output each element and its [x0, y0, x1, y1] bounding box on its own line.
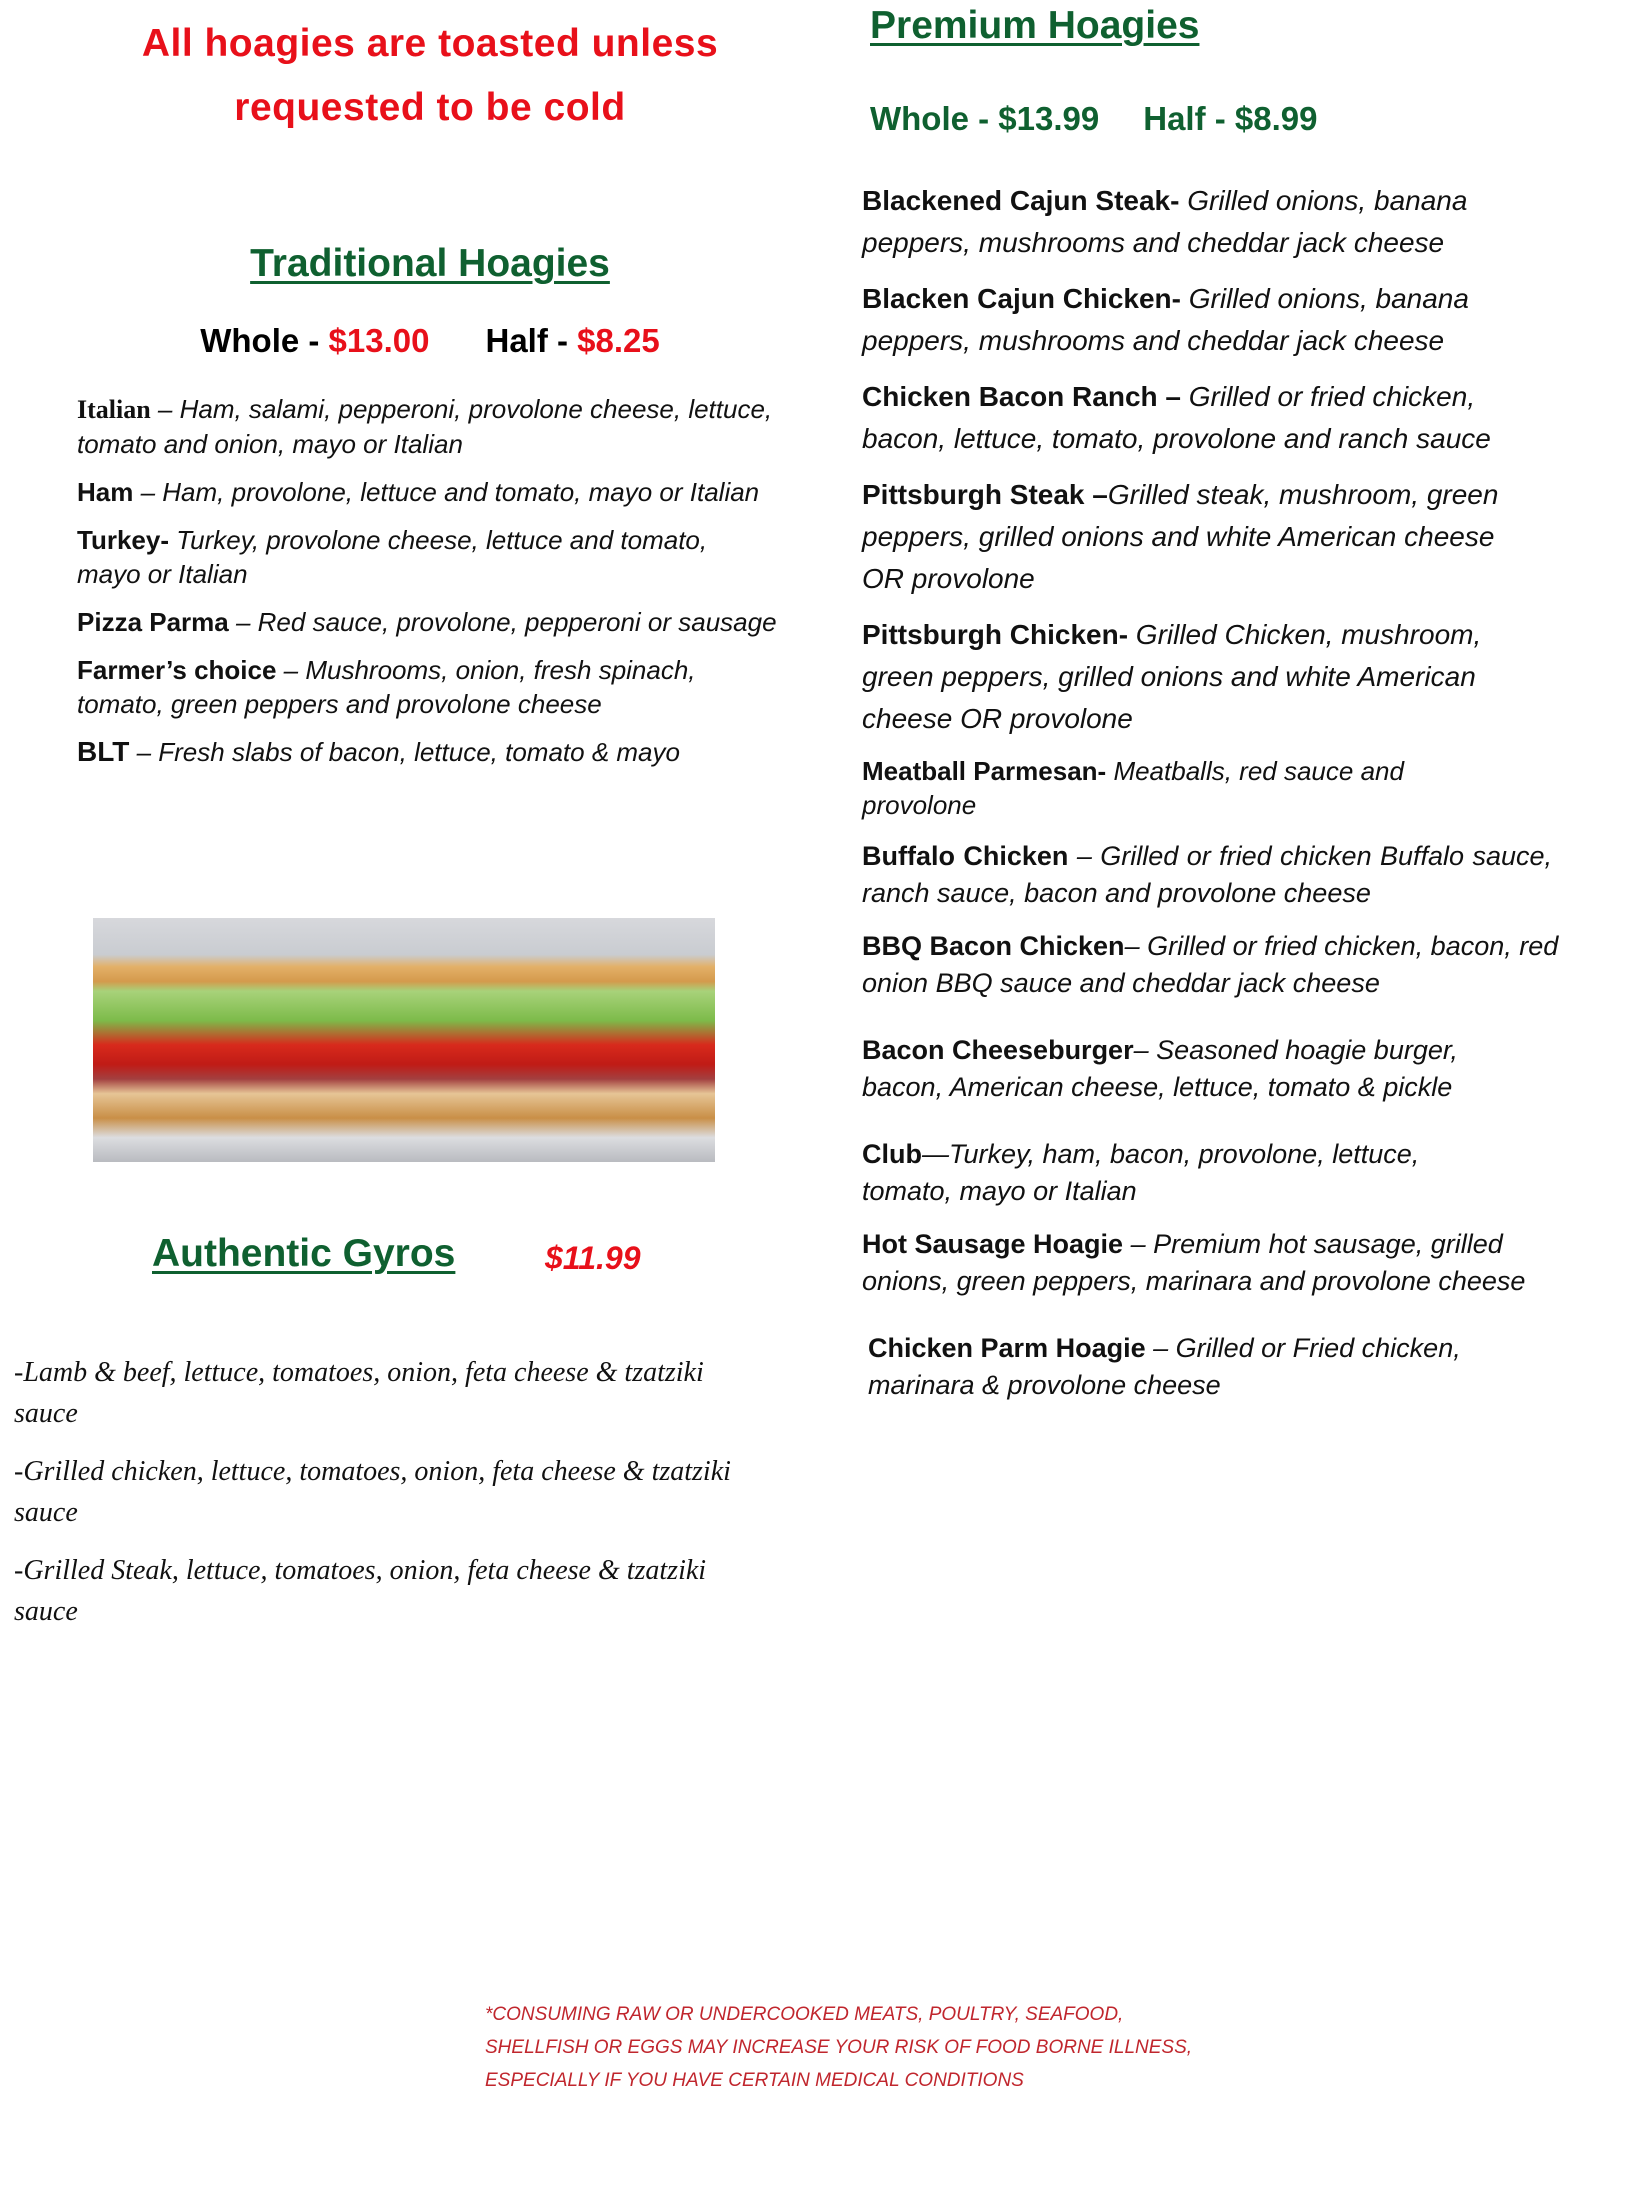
item-desc: – Seasoned hoagie burger, bacon, American cheese, lettuce, tomato & pickle — [862, 1035, 1458, 1102]
gyros-price: $11.99 — [545, 1240, 641, 1276]
premium-half-price: Half - $8.99 — [1143, 100, 1318, 137]
item-name: Pittsburgh Steak – — [862, 479, 1108, 510]
premium-items-list — [862, 180, 1562, 1434]
item-desc: – Grilled or fried chicken Buffalo sauce, ranch sauce, bacon and provolone cheese — [862, 841, 1553, 908]
item-name: Buffalo Chicken — [862, 841, 1069, 871]
gyros-list — [14, 1352, 734, 1649]
item-name: Turkey- — [77, 525, 169, 555]
item-name: Blackened Cajun Steak- — [862, 185, 1180, 216]
premium-hoagies-title: Premium Hoagies — [870, 4, 1200, 47]
item-desc: —Turkey, ham, bacon, provolone, lettuce, tomato, mayo or Italian — [862, 1139, 1420, 1206]
item-desc: – Mushrooms, onion, fresh spinach, tomato, green peppers and provolone cheese — [77, 655, 696, 719]
item-name: BLT — [77, 736, 130, 767]
item-name: Chicken Bacon Ranch – — [862, 381, 1189, 412]
half-label: Half - — [485, 322, 578, 359]
item-name: Italian — [77, 395, 151, 424]
food-safety-disclaimer — [485, 1998, 1192, 2097]
menu-item — [862, 474, 1502, 600]
item-name: Club — [862, 1139, 922, 1169]
gyros-title: Authentic Gyros — [152, 1232, 456, 1275]
menu-item — [77, 735, 777, 769]
menu-item — [862, 838, 1552, 912]
gyro-item: -Lamb & beef, lettuce, tomatoes, onion, feta cheese & tzatziki sauce — [14, 1357, 704, 1429]
item-name: Pittsburgh Chicken- — [862, 619, 1129, 650]
menu-item — [862, 1136, 1482, 1210]
notice-line-1: All hoagies are toasted unless — [141, 22, 719, 65]
whole-label: Whole - — [200, 322, 329, 359]
traditional-items-list — [77, 392, 777, 783]
item-desc: Turkey, provolone cheese, lettuce and tomato, mayo or Italian — [77, 525, 708, 589]
item-name: Chicken Parm Hoagie — [868, 1333, 1146, 1363]
item-name: Hot Sausage Hoagie — [862, 1229, 1124, 1259]
traditional-title-text: Traditional Hoagies — [250, 242, 610, 285]
item-desc: Grilled onions, banana peppers, mushrooms and cheddar jack cheese — [862, 283, 1469, 356]
traditional-hoagies-title — [60, 242, 800, 286]
item-desc: Grilled onions, banana peppers, mushrooms and cheddar jack cheese — [862, 185, 1468, 258]
menu-item — [77, 523, 777, 591]
premium-prices — [870, 100, 1318, 138]
disclaimer-line-1: *CONSUMING RAW OR UNDERCOOKED MEATS, POULTRY, SEAFOOD, — [485, 2004, 1124, 2025]
menu-item — [862, 614, 1512, 740]
item-desc: – Grilled or Fried chicken, marinara & provolone cheese — [868, 1333, 1461, 1400]
menu-item — [77, 653, 777, 721]
premium-whole-price: Whole - $13.99 — [870, 100, 1100, 137]
toasted-notice — [60, 12, 800, 140]
item-desc: Grilled Chicken, mushroom, green peppers, grilled onions and white American cheese OR provolone — [862, 619, 1482, 734]
notice-line-2: requested to be cold — [234, 86, 626, 129]
item-name: Ham — [77, 477, 134, 507]
item-name: Bacon Cheeseburger — [862, 1035, 1134, 1065]
item-desc: – Grilled or fried chicken, bacon, red onion BBQ sauce and cheddar jack cheese — [862, 931, 1559, 998]
traditional-prices — [60, 322, 800, 360]
menu-item — [77, 392, 777, 461]
item-name: Blacken Cajun Chicken- — [862, 283, 1181, 314]
gyro-item: -Grilled chicken, lettuce, tomatoes, onion, feta cheese & tzatziki sauce — [14, 1456, 731, 1528]
menu-item — [77, 605, 777, 639]
item-desc: – Ham, provolone, lettuce and tomato, mayo or Italian — [133, 477, 760, 507]
item-desc: Meatballs, red sauce and provolone — [862, 756, 1404, 820]
item-name: BBQ Bacon Chicken — [862, 931, 1125, 961]
half-price: $8.25 — [577, 322, 660, 359]
item-name: Meatball Parmesan- — [862, 756, 1107, 786]
menu-item — [862, 1032, 1502, 1106]
hoagie-photo — [93, 918, 715, 1162]
menu-item — [77, 475, 777, 509]
menu-item — [862, 1226, 1542, 1300]
menu-item — [862, 928, 1562, 1002]
item-desc: Grilled or fried chicken, bacon, lettuce, tomato, provolone and ranch sauce — [862, 381, 1491, 454]
item-name: Pizza Parma — [77, 607, 229, 637]
gyro-item: -Grilled Steak, lettuce, tomatoes, onion, feta cheese & tzatziki sauce — [14, 1555, 707, 1627]
disclaimer-line-2: SHELLFISH OR EGGS MAY INCREASE YOUR RISK OF FOOD BORNE ILLNESS, — [485, 2037, 1193, 2058]
item-desc: – Premium hot sausage, grilled onions, green peppers, marinara and provolone cheese — [862, 1229, 1526, 1296]
item-desc: – Ham, salami, pepperoni, provolone cheese, lettuce, tomato and onion, mayo or Italian — [77, 394, 773, 459]
menu-item — [862, 278, 1562, 362]
item-name: Farmer’s choice — [77, 655, 277, 685]
menu-item — [862, 1330, 1528, 1404]
menu-item — [862, 180, 1562, 264]
item-desc: – Fresh slabs of bacon, lettuce, tomato & mayo — [129, 737, 680, 767]
whole-price: $13.00 — [328, 322, 430, 359]
menu-item — [862, 754, 1502, 822]
menu-item — [862, 376, 1542, 460]
item-desc: – Red sauce, provolone, pepperoni or sausage — [228, 607, 777, 637]
disclaimer-line-3: ESPECIALLY IF YOU HAVE CERTAIN MEDICAL CONDITIONS — [485, 2070, 1024, 2091]
item-desc: Grilled steak, mushroom, green peppers, grilled onions and white American cheese OR provolone — [862, 479, 1499, 594]
